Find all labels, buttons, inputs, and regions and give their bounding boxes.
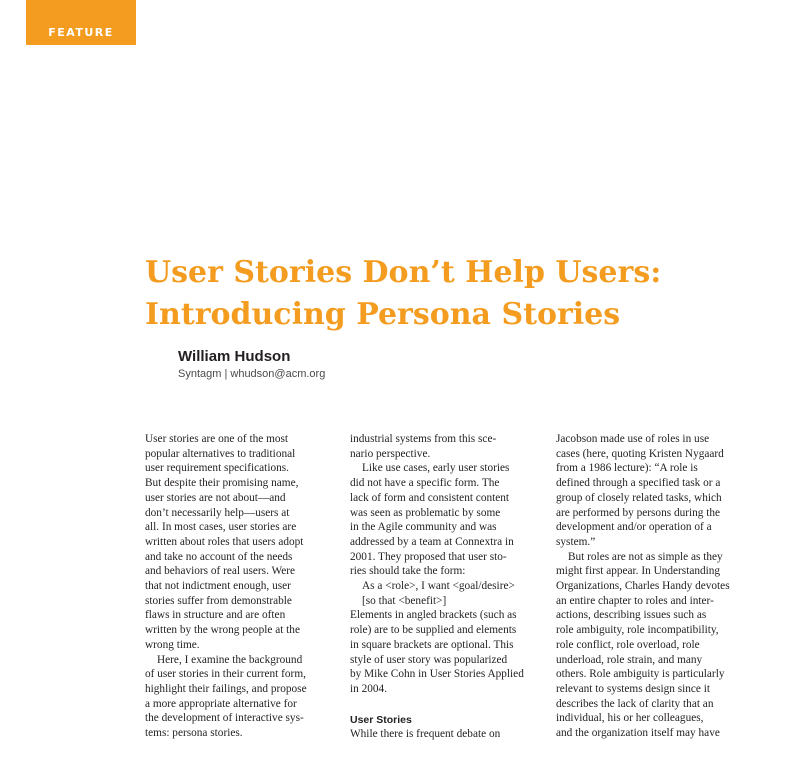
text-line: the development of interactive sys- <box>145 712 304 725</box>
text-line: defined through a specified task or a <box>556 477 721 490</box>
text-line: user stories are not about—and <box>145 491 286 504</box>
text-line: don’t necessarily help—users at <box>145 506 290 519</box>
title-line: Introducing Persona Stories <box>145 297 621 332</box>
text-line: Organizations, Charles Handy devotes <box>556 580 730 593</box>
text-line: in square brackets are optional. This <box>350 638 514 651</box>
text-line: relevant to systems design since it <box>556 682 711 695</box>
text-line: While there is frequent debate on <box>350 728 501 741</box>
text-line: that not indictment enough, user <box>145 580 291 593</box>
text-line: industrial systems from this sce- <box>350 433 497 445</box>
text-line: role ambiguity, role incompatibility, <box>556 624 719 637</box>
text-line: a more appropriate alternative for <box>145 697 297 710</box>
text-line: are performed by persons during the <box>556 506 721 519</box>
article-title <box>145 252 745 336</box>
text-line: But despite their promising name, <box>145 477 299 490</box>
text-line: But roles are not as simple as they <box>568 550 723 563</box>
text-line: group of closely related tasks, which <box>556 491 722 504</box>
text-line: and take no account of the needs <box>145 550 293 563</box>
author-affiliation: Syntagm | whudson@acm.org <box>178 368 326 380</box>
text-line: highlight their failings, and propose <box>145 682 307 695</box>
text-line: User stories are one of the most <box>145 433 289 445</box>
text-line: in the Agile community and was <box>350 521 497 534</box>
text-line: cases (here, quoting Kristen Nygaard <box>556 447 724 460</box>
text-line: by Mike Cohn in User Stories Applied <box>350 668 524 681</box>
text-line: role conflict, role overload, role <box>556 638 700 651</box>
text-line: flaws in structure and are often <box>145 609 286 622</box>
text-line: and behaviors of real users. Were <box>145 565 296 578</box>
text-line: underload, role strain, and many <box>556 653 703 666</box>
text-line: actions, describing issues such as <box>556 609 707 622</box>
text-line: style of user story was popularized <box>350 653 508 666</box>
text-line: all. In most cases, user stories are <box>145 521 297 534</box>
text-line: written by the wrong people at the <box>145 624 300 637</box>
text-line: individual, his or her colleagues, <box>556 712 704 725</box>
text-line: of user stories in their current form, <box>145 668 306 681</box>
text-line: an entire chapter to roles and inter- <box>556 594 714 607</box>
text-line: stories suffer from demonstrable <box>145 594 292 607</box>
text-column-2 <box>350 432 550 742</box>
text-line: from a 1986 lecture): “A role is <box>556 462 698 475</box>
text-line: Here, I examine the background <box>157 653 303 666</box>
section-heading: User Stories <box>350 713 412 726</box>
text-line: wrong time. <box>145 638 200 651</box>
text-line: [so that <benefit>] <box>362 594 447 607</box>
text-line: and the organization itself may have <box>556 727 720 740</box>
text-line: nario perspective. <box>350 447 431 460</box>
text-line: in 2004. <box>350 682 388 695</box>
text-line: others. Role ambiguity is particularly <box>556 668 725 681</box>
text-line: popular alternatives to traditional <box>145 447 296 460</box>
author-name: William Hudson <box>178 348 291 365</box>
text-line: ries should take the form: <box>350 565 466 578</box>
text-line: As a <role>, I want <goal/desire> <box>362 580 515 593</box>
title-line: User Stories Don’t Help Users: <box>145 255 662 290</box>
text-column-3 <box>556 432 756 741</box>
text-line: tems: persona stories. <box>145 727 243 740</box>
text-line: Jacobson made use of roles in use <box>556 433 710 445</box>
text-line: user requirement specifications. <box>145 462 289 475</box>
text-line: addressed by a team at Connextra in <box>350 535 514 548</box>
text-line: did not have a specific form. The <box>350 477 500 490</box>
text-line: describes the lack of clarity that an <box>556 697 714 710</box>
text-column-1 <box>145 432 335 741</box>
text-line: was seen as problematic by some <box>350 506 501 519</box>
text-line: system.” <box>556 535 596 548</box>
text-line: development and/or operation of a <box>556 521 712 534</box>
text-line: role) are to be supplied and elements <box>350 624 517 637</box>
text-line: lack of form and consistent content <box>350 491 510 504</box>
text-line: written about roles that users adopt <box>145 535 304 548</box>
text-line: 2001. They proposed that user sto- <box>350 550 507 563</box>
text-line: might first appear. In Understanding <box>556 565 721 578</box>
feature-tag: FEATURE <box>26 0 136 45</box>
text-line: Elements in angled brackets (such as <box>350 609 517 622</box>
text-line: Like use cases, early user stories <box>362 462 510 475</box>
